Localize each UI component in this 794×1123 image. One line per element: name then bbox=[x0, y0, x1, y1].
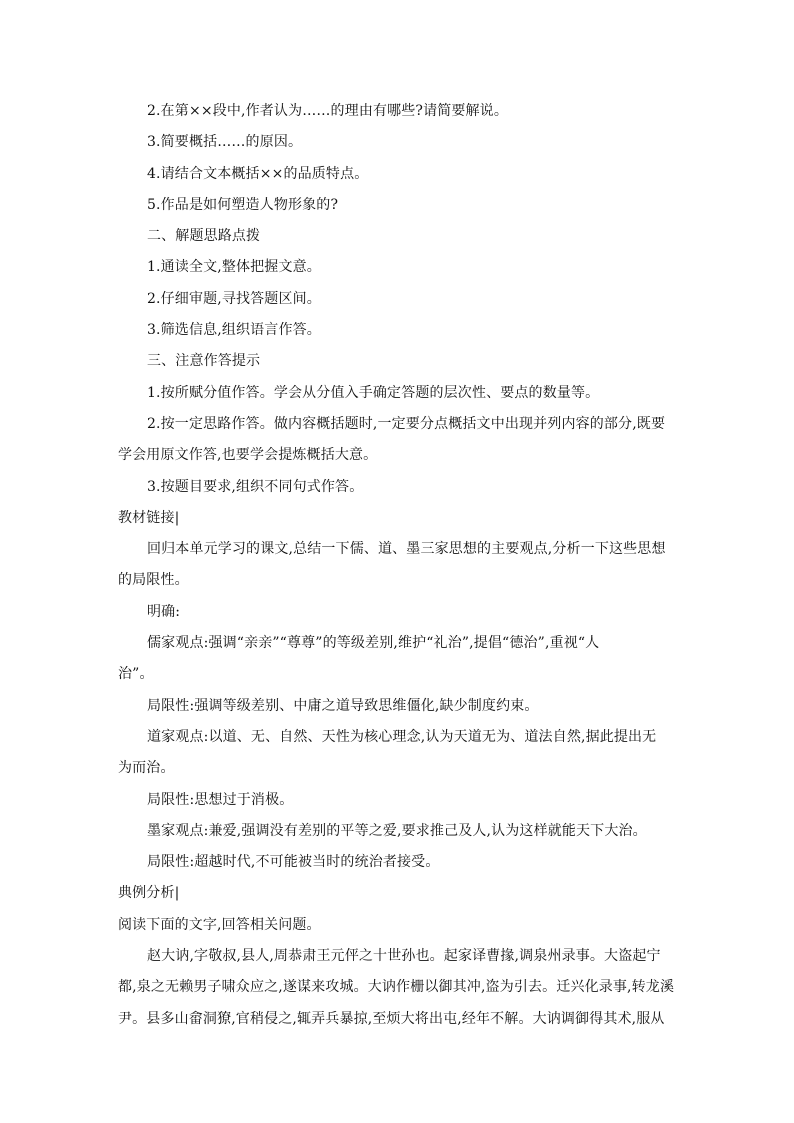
text-line: 1.按所赋分值作答。学会从分值入手确定答题的层次性、要点的数量等。 bbox=[147, 384, 600, 401]
text-line: 3.筛选信息,组织语言作答。 bbox=[147, 322, 321, 339]
text-line: 3.按题目要求,组织不同句式作答。 bbox=[147, 478, 364, 495]
text-line: 2.按一定思路作答。做内容概括题时,一定要分点概括文中出现并列内容的部分,既要 bbox=[147, 415, 666, 432]
text-line: 治”。 bbox=[118, 666, 154, 683]
text-line: 道家观点:以道、无、自然、天性为核心理念,认为天道无为、道法自然,据此提出无 bbox=[147, 728, 657, 745]
text-line: 阅读下面的文字,回答相关问题。 bbox=[118, 916, 321, 933]
text-line: 2.在第××段中,作者认为……的理由有哪些?请简要解说。 bbox=[147, 103, 508, 119]
text-line: 回归本单元学习的课文,总结一下儒、道、墨三家思想的主要观点,分析一下这些思想 bbox=[147, 541, 666, 558]
section-label: 典例分析| bbox=[118, 885, 180, 902]
text-line: 局限性:超越时代,不可能被当时的统治者接受。 bbox=[147, 854, 440, 871]
text-line: 1.通读全文,整体把握文意。 bbox=[147, 259, 321, 276]
text-line: 都,泉之无赖男子啸众应之,遂谋来攻城。大讷作栅以御其冲,盗为引去。迁兴化录事,转龙溪 bbox=[118, 979, 675, 996]
text-line: 的局限性。 bbox=[118, 572, 189, 589]
text-line: 为而治。 bbox=[118, 760, 175, 777]
text-line: 5.作品是如何塑造人物形象的? bbox=[147, 196, 339, 213]
text-line: 墨家观点:兼爱,强调没有差别的平等之爱,要求推己及人,认为这样就能天下大治。 bbox=[147, 822, 647, 839]
text-line: 2.仔细审题,寻找答题区间。 bbox=[147, 290, 321, 307]
text-line: 局限性:强调等级差别、中庸之道导致思维僵化,缺少制度约束。 bbox=[147, 697, 539, 714]
text-line: 学会用原文作答,也要学会提炼概括大意。 bbox=[118, 447, 378, 464]
document-page bbox=[118, 96, 678, 1035]
section-label: 教材链接| bbox=[118, 509, 180, 526]
text-line: 3.简要概括……的原因。 bbox=[147, 134, 303, 151]
section-heading: 三、注意作答提示 bbox=[147, 353, 261, 370]
section-heading: 二、解题思路点拨 bbox=[147, 228, 261, 245]
text-line: 尹。县多山畲洞獠,官稍侵之,辄弄兵暴掠,至烦大将出屯,经年不解。大讷调御得其术,服从 bbox=[118, 1010, 665, 1027]
text-line: 局限性:思想过于消极。 bbox=[147, 791, 294, 808]
text-line: 儒家观点:强调“亲亲”“尊尊”的等级差别,维护“礼治”,提倡“德治”,重视“人 bbox=[147, 635, 600, 652]
text-line: 赵大讷,字敬叔,县人,周恭肃王元伻之十世孙也。起家译曹掾,调泉州录事。大盗起宁 bbox=[147, 948, 661, 965]
text-line: 明确: bbox=[147, 603, 181, 620]
text-line: 4.请结合文本概括××的品质特点。 bbox=[147, 165, 369, 182]
